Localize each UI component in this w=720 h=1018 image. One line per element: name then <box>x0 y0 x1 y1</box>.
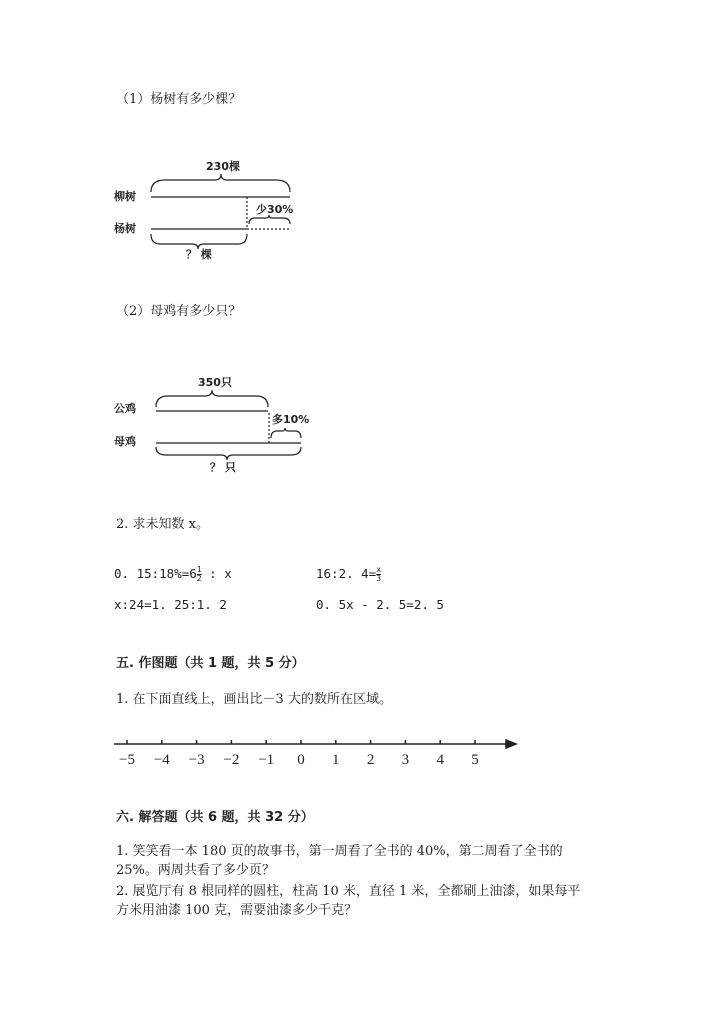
tick-label: −2 <box>223 752 240 768</box>
q2-title: 2. 求未知数 x。 <box>116 517 209 532</box>
diff-brace <box>249 215 290 224</box>
tick-label: −1 <box>258 752 275 768</box>
total-label: 230棵 <box>206 160 240 173</box>
diff-label: 多10% <box>272 413 310 426</box>
row2-label: 杨树 <box>114 222 136 235</box>
diff-brace <box>271 428 301 438</box>
tick-label: 5 <box>471 752 479 768</box>
diagram-hens <box>114 376 309 474</box>
total-label: 350只 <box>198 376 232 389</box>
tick-label: −3 <box>188 752 205 768</box>
part2-title: （2）母鸡有多少只？ <box>116 304 242 319</box>
equation-1 <box>114 566 232 583</box>
unknown-label: ？ 只 <box>210 461 236 474</box>
total-brace <box>156 390 268 407</box>
tick-label: 0 <box>297 752 305 768</box>
row1-label: 公鸡 <box>114 402 136 415</box>
tick-label: −5 <box>119 752 135 768</box>
part1-title: （1）杨树有多少棵？ <box>116 92 242 107</box>
row1-label: 柳树 <box>114 190 136 203</box>
diagram-poplar-trees <box>114 159 293 261</box>
number-line <box>114 740 516 768</box>
denominator: 2 <box>196 574 202 583</box>
row2-label: 母鸡 <box>114 435 136 448</box>
numerator: 1 <box>196 565 202 574</box>
section6-heading: 六. 解答题（共 6 题，共 32 分） <box>116 810 314 825</box>
tick-label: 1 <box>332 752 340 768</box>
section5-heading: 五. 作图题（共 1 题，共 5 分） <box>116 656 305 671</box>
eq1-right: : x <box>201 566 232 581</box>
unknown-brace <box>156 447 301 460</box>
denominator: 3 <box>376 574 382 583</box>
equation-4: 0. 5x - 2. 5=2. 5 <box>316 597 444 612</box>
unknown-brace <box>151 234 247 249</box>
section6-q1-line1: 1. 笑笑看一本 180 页的故事书，第一周看了全书的 40%，第二周看了全书的 <box>116 844 563 859</box>
tick-label: −4 <box>153 752 170 768</box>
eq1-left: 0. 15:18%=6 <box>114 566 197 581</box>
equation-2 <box>316 566 381 583</box>
tick-label: 2 <box>366 752 375 768</box>
diff-label: 少30% <box>256 203 294 216</box>
section6-q2-line2: 方米用油漆 100 克，需要油漆多少千克？ <box>116 903 358 918</box>
equation-3: x:24=1. 25:1. 2 <box>114 597 227 612</box>
section5-q1: 1. 在下面直线上，画出比－3 大的数所在区域。 <box>116 692 392 707</box>
section6-q2-line1: 2. 展览厅有 8 根同样的圆柱，柱高 10 米，直径 1 米，全都刷上油漆，如果每平 <box>116 884 581 899</box>
tick-label: 4 <box>436 752 444 768</box>
total-brace <box>151 174 290 192</box>
numerator: x <box>376 565 382 574</box>
arrow-head-icon <box>506 740 516 748</box>
eq2-left: 16:2. 4= <box>316 566 377 581</box>
fraction <box>376 566 381 583</box>
section6-q1-line2: 25%。两周共看了多少页？ <box>116 863 275 878</box>
tick-label: 3 <box>401 752 410 768</box>
unknown-label: ？ 棵 <box>186 248 212 261</box>
